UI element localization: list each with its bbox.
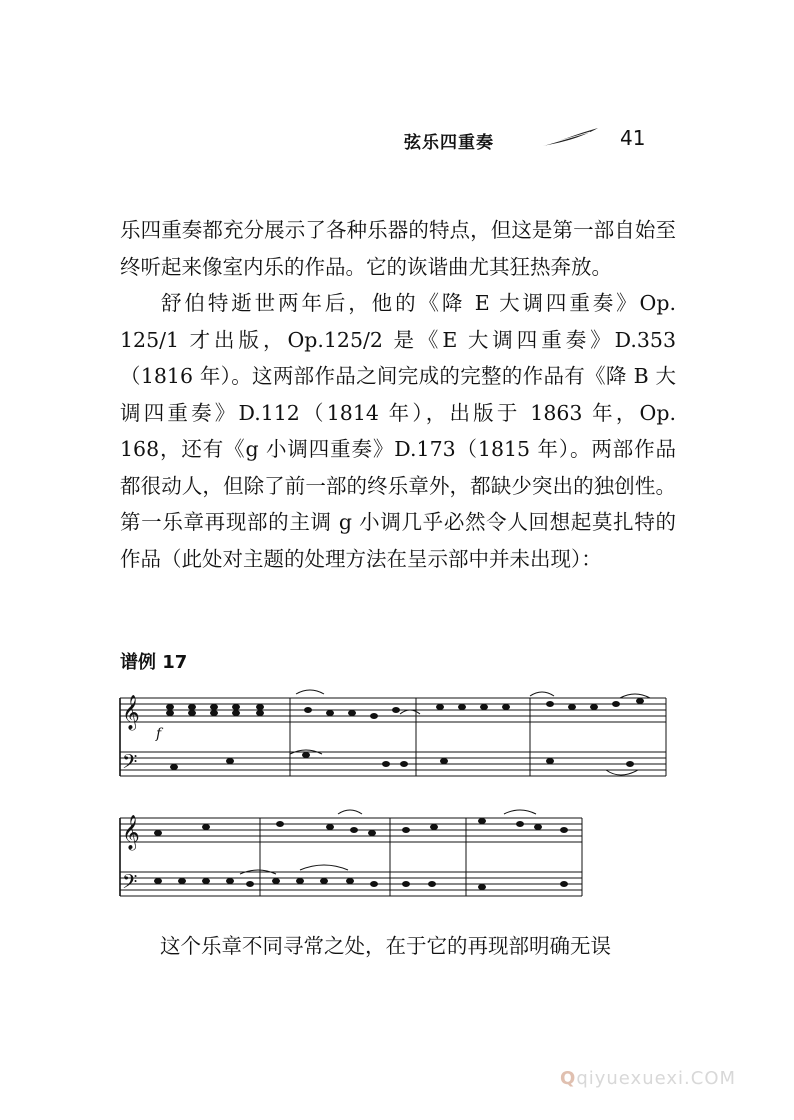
body-text [120, 212, 676, 577]
svg-text:𝄢: 𝄢 [122, 870, 138, 898]
example-label: 谱例 17 [120, 652, 188, 673]
page-number: 41 [620, 126, 646, 150]
paragraph-continuation: 乐四重奏都充分展示了各种乐器的特点，但这是第一部自始至终听起来像室内乐的作品。它的诙谐曲尤其狂热奔放。 [120, 218, 676, 279]
watermark-text: qiyuexuexi.COM [576, 1068, 737, 1089]
watermark-logo-icon: Q [560, 1068, 577, 1089]
music-score-system-1 [110, 684, 670, 784]
site-watermark [560, 1068, 736, 1089]
running-title: 弦乐四重奏 [404, 133, 494, 153]
quill-icon [540, 126, 600, 148]
svg-text:𝄢: 𝄢 [122, 750, 138, 778]
paragraph-schubert: 舒伯特逝世两年后，他的《降 E 大调四重奏》Op. 125/1 才出版，Op.125/2 是《E 大调四重奏》D.353（1816 年）。这两部作品之间完成的完整的作品有《降 B 大调四重奏》D.112（1814 年），出版于 1863 年，Op. 168，还有《g 小调四重奏》D.173（1815 年）。两部作品都很动人，但除了前一部的终乐章外，都缺少突出的独创性。第一乐章再现部的主调 g 小调几乎必然令人回想起莫扎特的作品（此处对主题的处理方法在呈示部中并未出现）： [120, 291, 676, 571]
page-header [0, 124, 794, 160]
trailing-paragraph: 这个乐章不同寻常之处，在于它的再现部明确无误 [160, 934, 611, 958]
music-score-system-2 [110, 800, 590, 904]
svg-text:𝄞: 𝄞 [122, 695, 140, 730]
svg-text:𝄞: 𝄞 [122, 815, 140, 850]
dynamic-forte: f [156, 726, 162, 742]
